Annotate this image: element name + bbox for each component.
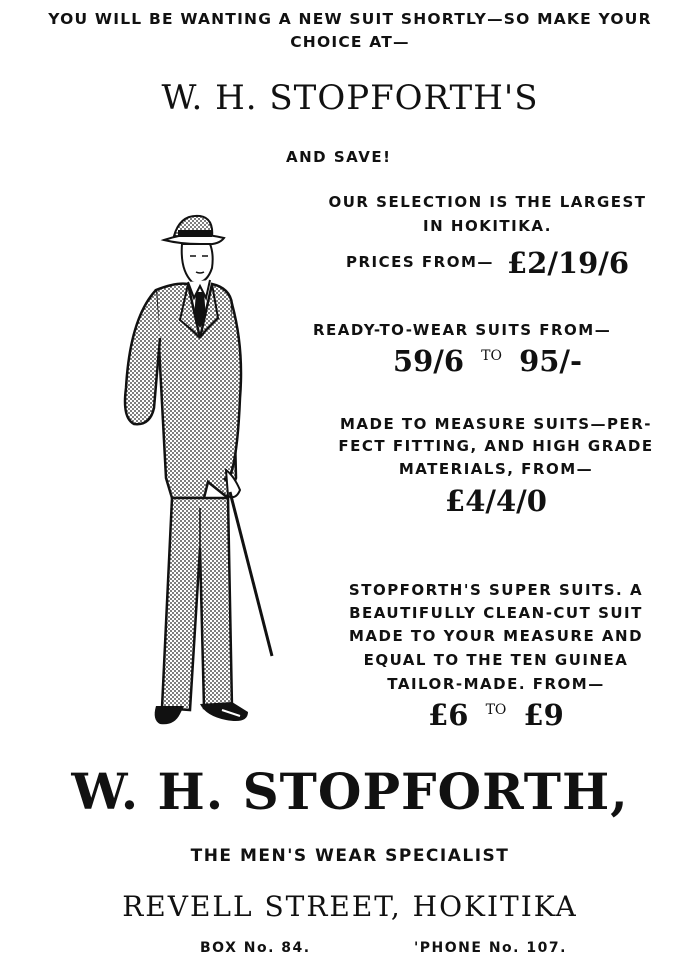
ready-to-word: TO	[481, 348, 502, 364]
header-line-1: YOU WILL BE WANTING A NEW SUIT SHORTLY—SO MAKE YOUR	[48, 10, 652, 28]
footer-address: REVELL STREET, HOKITIKA	[122, 890, 578, 923]
mtm-price: £4/4/0	[445, 484, 547, 518]
and-save-text: AND SAVE!	[286, 148, 392, 166]
selection-line-2: IN HOKITIKA.	[423, 217, 552, 235]
man-in-suit-illustration	[100, 208, 280, 728]
ready-to-wear-text: READY-TO-WEAR SUITS FROM—	[313, 321, 612, 339]
ready-to-wear-prices	[300, 344, 675, 378]
ready-price-low: 59/6	[392, 344, 465, 378]
footer-tagline: THE MEN'S WEAR SPECIALIST	[190, 846, 510, 866]
selection-line-1: OUR SELECTION IS THE LARGEST	[328, 193, 647, 211]
super-price-high: £9	[523, 698, 564, 732]
selection-price: £2/19/6	[506, 246, 630, 280]
hat-icon	[164, 216, 224, 245]
super-price-low: £6	[428, 698, 469, 732]
header-line-2: CHOICE AT—	[290, 33, 410, 51]
footer-box-number: BOX No. 84.	[200, 940, 311, 956]
super-line-5: TAILOR-MADE. FROM—	[387, 675, 605, 693]
selection-prices-row	[346, 246, 629, 280]
super-line-4: EQUAL TO THE TEN GUINEA	[363, 651, 629, 669]
footer-shop-name: W. H. STOPFORTH,	[71, 762, 629, 821]
super-line-2: BEAUTIFULLY CLEAN-CUT SUIT	[349, 604, 643, 622]
footer-phone-number: 'PHONE No. 107.	[414, 940, 567, 956]
mtm-line-3: MATERIALS, FROM—	[398, 460, 594, 478]
prices-from-label: PRICES FROM—	[346, 253, 494, 271]
super-to-word: TO	[485, 702, 507, 718]
super-line-3: MADE TO YOUR MEASURE AND	[348, 627, 644, 645]
shop-name-heading: W. H. STOPFORTH'S	[161, 78, 539, 118]
ready-price-high: 95/-	[519, 344, 583, 378]
super-line-1: STOPFORTH'S SUPER SUITS. A	[348, 581, 644, 599]
mtm-line-2: FECT FITTING, AND HIGH GRADE	[338, 437, 654, 455]
super-prices	[300, 698, 692, 732]
mtm-line-1: MADE TO MEASURE SUITS—PER-	[339, 415, 653, 433]
